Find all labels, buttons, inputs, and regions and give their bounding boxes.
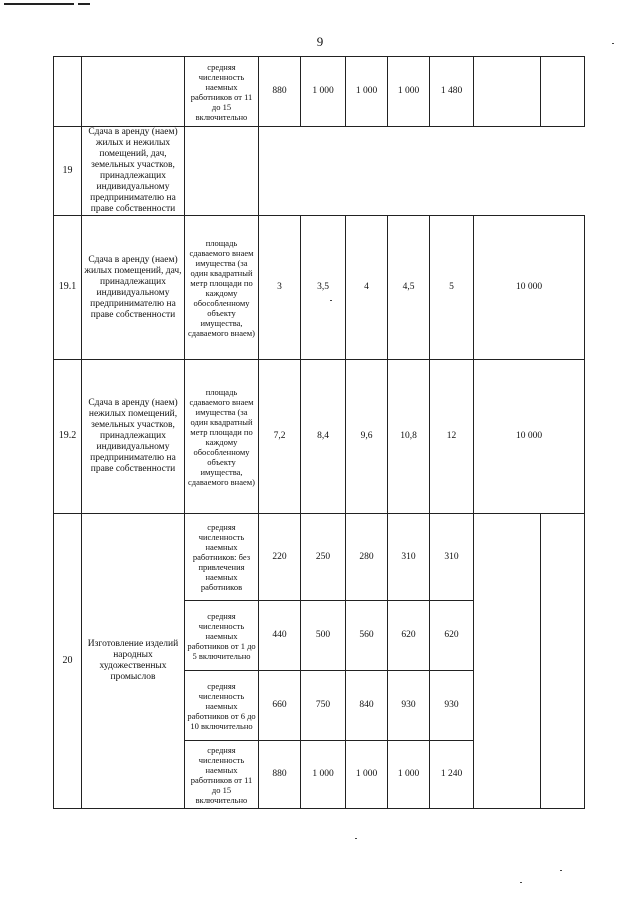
empty-cell [474, 57, 541, 127]
value-cell: 9,6 [346, 360, 388, 514]
value-cell: 1 000 [346, 57, 388, 127]
table-row [54, 216, 585, 360]
value-cell: 7,2 [259, 360, 301, 514]
scan-mark [78, 3, 90, 5]
value-cell: 3,5 [301, 216, 346, 360]
indicator-cell: средняя численность наемных работников: без привлечения наемных работников [185, 514, 259, 601]
value-cell: 1 240 [430, 741, 474, 809]
value-cell: 1 000 [388, 57, 430, 127]
row-index-cell: 19.1 [54, 216, 82, 360]
page-number: 9 [316, 34, 324, 49]
value-cell: 220 [259, 514, 301, 601]
indicator-cell [185, 127, 259, 216]
limit-cell: 10 000 [474, 216, 585, 360]
value-cell: 880 [259, 741, 301, 809]
table-row [54, 127, 585, 216]
activity-cell [82, 57, 185, 127]
scan-speck [330, 300, 332, 301]
value-cell: 1 000 [388, 741, 430, 809]
table-row [54, 360, 585, 514]
value-cell: 1 480 [430, 57, 474, 127]
tax-rate-table [53, 56, 585, 809]
row-index-cell: 19 [54, 127, 82, 216]
scan-speck [520, 882, 522, 883]
value-cell: 440 [259, 601, 301, 671]
empty-cell [541, 57, 585, 127]
activity-cell: Сдача в аренду (наем) жилых помещений, дач, принадлежащих индивидуальному предпринимателю на праве собственности [82, 216, 185, 360]
value-cell: 500 [301, 601, 346, 671]
empty-cell [474, 514, 541, 809]
value-cell: 620 [430, 601, 474, 671]
value-cell: 880 [259, 57, 301, 127]
value-cell: 840 [346, 671, 388, 741]
table-row [54, 57, 585, 127]
value-cell: 620 [388, 601, 430, 671]
value-cell: 310 [388, 514, 430, 601]
empty-cell [259, 127, 585, 216]
value-cell: 1 000 [346, 741, 388, 809]
scan-speck [560, 870, 562, 871]
row-index-cell [54, 57, 82, 127]
activity-cell: Сдача в аренду (наем) жилых и нежилых помещений, дач, земельных участков, принадлежащих индивидуальному предпринимателю на праве собственности [82, 127, 185, 216]
value-cell: 8,4 [301, 360, 346, 514]
indicator-cell: площадь сдаваемого внаем имущества (за один квадратный метр площади по каждому обособленному объекту имущества, сдаваемого внаем) [185, 216, 259, 360]
indicator-cell: площадь сдаваемого внаем имущества (за один квадратный метр площади по каждому обособленному объекту имущества, сдаваемого внаем) [185, 360, 259, 514]
scan-speck [612, 43, 614, 44]
scan-mark [4, 3, 74, 5]
row-index-cell: 20 [54, 514, 82, 809]
value-cell: 1 000 [301, 57, 346, 127]
limit-cell: 10 000 [474, 360, 585, 514]
indicator-cell: средняя численность наемных работников от 6 до 10 включительно [185, 671, 259, 741]
value-cell: 930 [388, 671, 430, 741]
value-cell: 5 [430, 216, 474, 360]
value-cell: 3 [259, 216, 301, 360]
row-index-cell: 19.2 [54, 360, 82, 514]
value-cell: 12 [430, 360, 474, 514]
value-cell: 310 [430, 514, 474, 601]
value-cell: 1 000 [301, 741, 346, 809]
value-cell: 930 [430, 671, 474, 741]
value-cell: 280 [346, 514, 388, 601]
value-cell: 4 [346, 216, 388, 360]
activity-cell: Сдача в аренду (наем) нежилых помещений, земельных участков, принадлежащих индивидуальному предпринимателю на праве собственности [82, 360, 185, 514]
value-cell: 250 [301, 514, 346, 601]
indicator-cell: средняя численность наемных работников от 1 до 5 включительно [185, 601, 259, 671]
value-cell: 4,5 [388, 216, 430, 360]
indicator-cell: средняя численность наемных работников от 11 до 15 включительно [185, 741, 259, 809]
empty-cell [541, 514, 585, 809]
value-cell: 10,8 [388, 360, 430, 514]
value-cell: 750 [301, 671, 346, 741]
activity-cell: Изготовление изделий народных художественных промыслов [82, 514, 185, 809]
scan-speck [355, 838, 357, 839]
value-cell: 560 [346, 601, 388, 671]
value-cell: 660 [259, 671, 301, 741]
indicator-cell: средняя численность наемных работников от 11 до 15 включительно [185, 57, 259, 127]
table-row [54, 514, 585, 601]
